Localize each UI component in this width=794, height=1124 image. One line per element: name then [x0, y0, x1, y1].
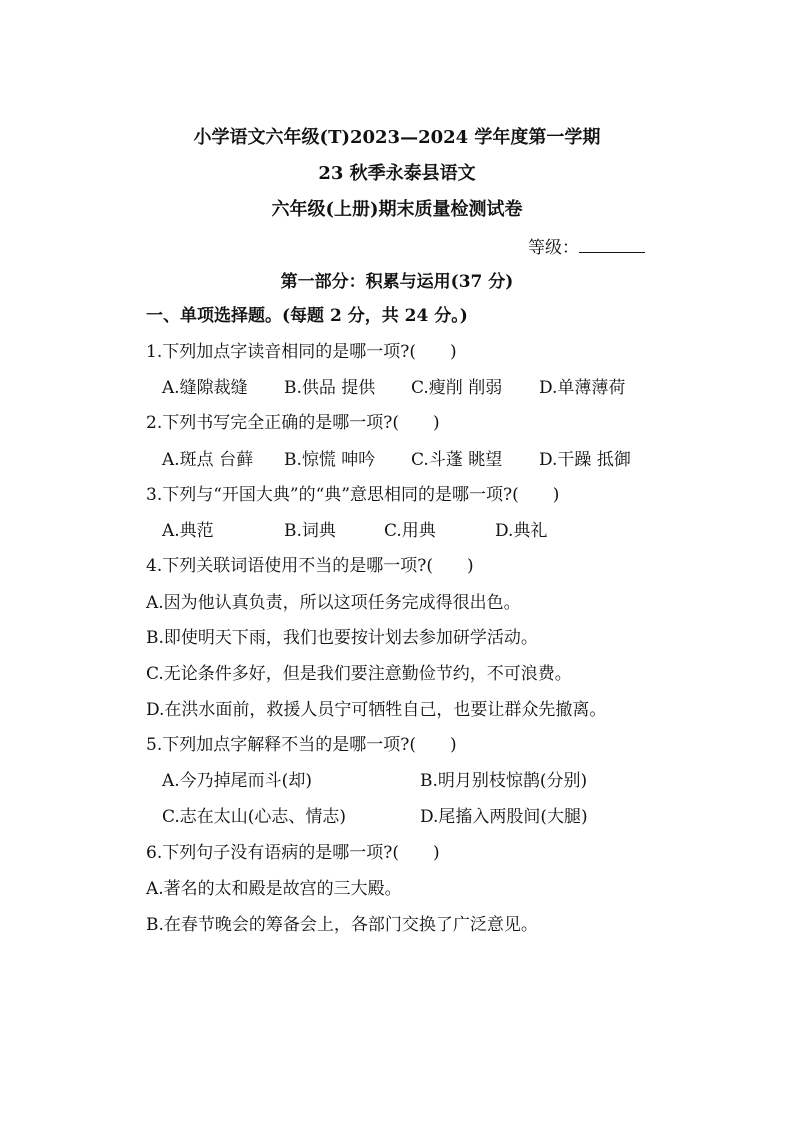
question-1-option-a: A.缝隙裁缝	[162, 378, 248, 398]
question-4-option-c: C.无论条件多好，但是我们要注意勤俭节约，不可浪费。	[146, 664, 572, 684]
question-5-option-c: C.志在太山(心志、情志)	[162, 807, 347, 827]
question-4-option-d: D.在洪水面前，救援人员宁可牺牲自己，也要让群众先撤离。	[146, 700, 607, 720]
question-5-option-b: B.明月别枝惊鹊(分别)	[420, 771, 588, 791]
question-2-option-a: A.斑点 台藓	[162, 450, 254, 470]
question-5-option-a: A.今乃掉尾而斗(却)	[162, 771, 312, 791]
question-3-option-c: C.用典	[384, 521, 436, 541]
question-4-stem: 4.下列关联词语使用不当的是哪一项?( )	[146, 556, 474, 576]
question-1-option-c: C.瘦削 削弱	[411, 378, 503, 398]
question-1-option-d: D.单薄薄荷	[539, 378, 626, 398]
grade-field	[528, 236, 645, 259]
question-2-stem: 2.下列书写完全正确的是哪一项?( )	[146, 413, 440, 433]
question-1-option-b: B.供品 提供	[284, 378, 376, 398]
question-3-stem: 3.下列与“开国大典”的“典”意思相同的是哪一项?( )	[146, 485, 560, 505]
question-6-option-b: B.在春节晚会的筹备会上，各部门交换了广泛意见。	[146, 915, 538, 935]
exam-title-line2: 23 秋季永泰县语文	[318, 163, 476, 184]
grade-blank	[579, 236, 645, 253]
question-1-stem: 1.下列加点字读音相同的是哪一项?( )	[146, 342, 457, 362]
grade-label: 等级：	[528, 238, 579, 258]
question-6-stem: 6.下列句子没有语病的是哪一项?( )	[146, 843, 440, 863]
question-5-stem: 5.下列加点字解释不当的是哪一项?( )	[146, 735, 457, 755]
exam-title-line3: 六年级(上册)期末质量检测试卷	[271, 199, 523, 220]
question-6-option-a: A.著名的太和殿是故宫的三大殿。	[146, 879, 402, 899]
question-4-option-a: A.因为他认真负责，所以这项任务完成得很出色。	[146, 593, 521, 613]
exam-title-line1: 小学语文六年级(T)2023—2024 学年度第一学期	[193, 127, 601, 148]
question-4-option-b: B.即使明天下雨，我们也要按计划去参加研学活动。	[146, 628, 538, 648]
question-3-option-d: D.典礼	[495, 521, 548, 541]
section-heading: 一、单项选择题。(每题 2 分，共 24 分。)	[146, 306, 468, 326]
question-2-option-c: C.斗蓬 眺望	[411, 450, 503, 470]
question-2-option-b: B.惊慌 呻吟	[284, 450, 376, 470]
question-2-option-d: D.干躁 抵御	[539, 450, 631, 470]
question-3-option-a: A.典范	[162, 521, 214, 541]
part1-heading: 第一部分：积累与运用(37 分)	[280, 272, 514, 292]
question-3-option-b: B.词典	[284, 521, 336, 541]
question-5-option-d: D.尾搐入两股间(大腿)	[420, 807, 588, 827]
